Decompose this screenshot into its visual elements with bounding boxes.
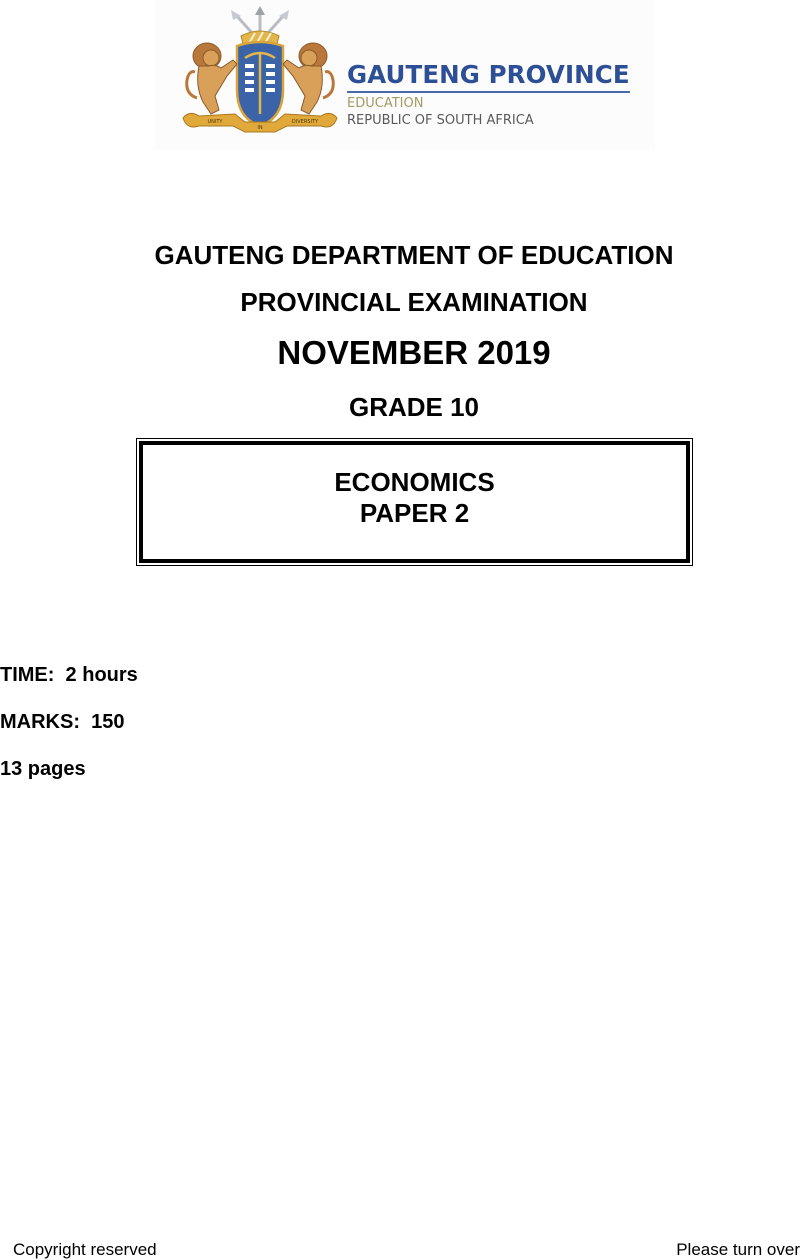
- paper-number: PAPER 2: [359, 498, 470, 528]
- gauteng-logo: [155, 0, 655, 150]
- logo-title: GAUTENG PROVINCE: [347, 60, 630, 93]
- department-heading: GAUTENG DEPARTMENT OF EDUCATION: [154, 240, 674, 270]
- subject-box-inner: [139, 441, 690, 563]
- logo-subtitle: EDUCATION: [347, 96, 424, 111]
- exam-type-heading: PROVINCIAL EXAMINATION: [240, 287, 588, 317]
- exam-time: TIME: 2 hours: [0, 664, 138, 686]
- logo-country: REPUBLIC OF SOUTH AFRICA: [347, 113, 534, 128]
- svg-text:DIVERSITY: DIVERSITY: [291, 119, 319, 125]
- subject-title: ECONOMICS: [334, 467, 495, 497]
- coat-of-arms-icon: [175, 6, 345, 134]
- svg-text:UNITY: UNITY: [207, 119, 223, 125]
- exam-session-heading: NOVEMBER 2019: [277, 334, 551, 371]
- page-count: 13 pages: [0, 758, 86, 780]
- logo-text-block: [347, 60, 630, 129]
- svg-text:IN: IN: [257, 125, 263, 131]
- exam-marks: MARKS: 150: [0, 711, 125, 733]
- grade-heading: GRADE 10: [348, 392, 480, 422]
- copyright-notice: Copyright reserved: [13, 1240, 157, 1259]
- subject-box: [136, 438, 693, 566]
- turn-over-notice: Please turn over: [676, 1240, 800, 1259]
